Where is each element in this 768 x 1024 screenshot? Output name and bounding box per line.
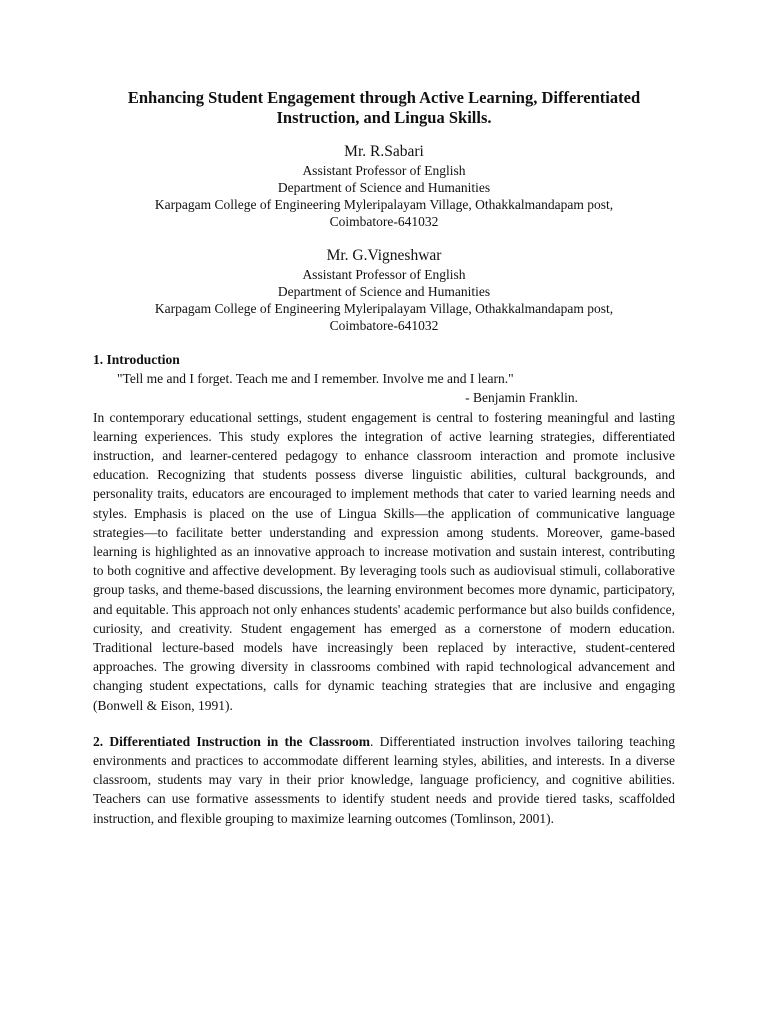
author-department: Department of Science and Humanities [277, 180, 491, 195]
author-institution: Karpagam College of Engineering Myleripalayam Village, Othakkalmandapam post, [154, 301, 614, 316]
section-heading: 2. Differentiated Instruction in the Classroom [93, 733, 371, 749]
epigraph-quote: "Tell me and I forget. Teach me and I remember. Involve me and I learn." [117, 371, 514, 387]
author-department: Department of Science and Humanities [277, 284, 491, 299]
section-heading: 1. Introduction [93, 352, 180, 367]
section-body: In contemporary educational settings, student engagement is central to fostering meaningful and lasting learning experiences. This study explores the integration of active learning strategies, differentiated instruction, and learner-centered pedagogy to enhance classroom interaction and promote inclusive education. Recognizing that students possess diverse linguistic abilities, cultural backgrounds, and personality traits, educators are encouraged to implement methods that cater to varied learning needs and styles. Emphasis is placed on the use of Lingua Skills—the application of communicative language strategies—to facilitate better understanding and expression among students. Moreover, game-based learning is highlighted as an innovative approach to increase motivation and sustain interest, contributing to both cognitive and affective development. By leveraging tools such as audiovisual stimuli, collaborative group tasks, and theme-based discussions, the learning environment becomes more dynamic, participatory, and equitable. This approach not only enhances students' academic performance but also builds confidence, curiosity, and creativity. Student engagement has emerged as a cornerstone of modern education. Traditional lecture-based models have increasingly been replaced by interactive, student-centered approaches. The growing diversity in classrooms combined with rapid technological advancement and changing student expectations, calls for dynamic teaching strategies that are inclusive and engaging (Bonwell & Eison, 1991). [93, 409, 675, 713]
author-block-2 [93, 246, 675, 334]
epigraph-attribution: - Benjamin Franklin. [465, 390, 578, 406]
section-introduction [93, 350, 675, 715]
document-page [93, 88, 675, 828]
section-differentiated-instruction [93, 732, 675, 828]
author-role: Assistant Professor of English [302, 267, 466, 282]
author-institution: Karpagam College of Engineering Myleripalayam Village, Othakkalmandapam post, [154, 197, 614, 212]
section-paragraph [93, 732, 675, 828]
author-city: Coimbatore-641032 [329, 214, 439, 229]
heading-period: . [370, 733, 374, 749]
author-name: Mr. G.Vigneshwar [326, 247, 442, 264]
author-role: Assistant Professor of English [302, 163, 466, 178]
section-body: Differentiated instruction involves tailoring teaching environments and practices to accommodate different learning styles, abilities, and interests. In a diverse classroom, students may vary in their prior knowledge, language proficiency, and cognitive abilities. Teachers can use formative assessments to identify student needs and provide tiered tasks, scaffolded instruction, and flexible grouping to maximize learning outcomes (Tomlinson, 2001). [93, 733, 675, 826]
author-block-1 [93, 142, 675, 230]
author-name: Mr. R.Sabari [344, 143, 424, 160]
paper-title: Enhancing Student Engagement through Active Learning, Differentiated Instruction, and Lingua Skills. [127, 88, 641, 127]
author-city: Coimbatore-641032 [329, 318, 439, 333]
